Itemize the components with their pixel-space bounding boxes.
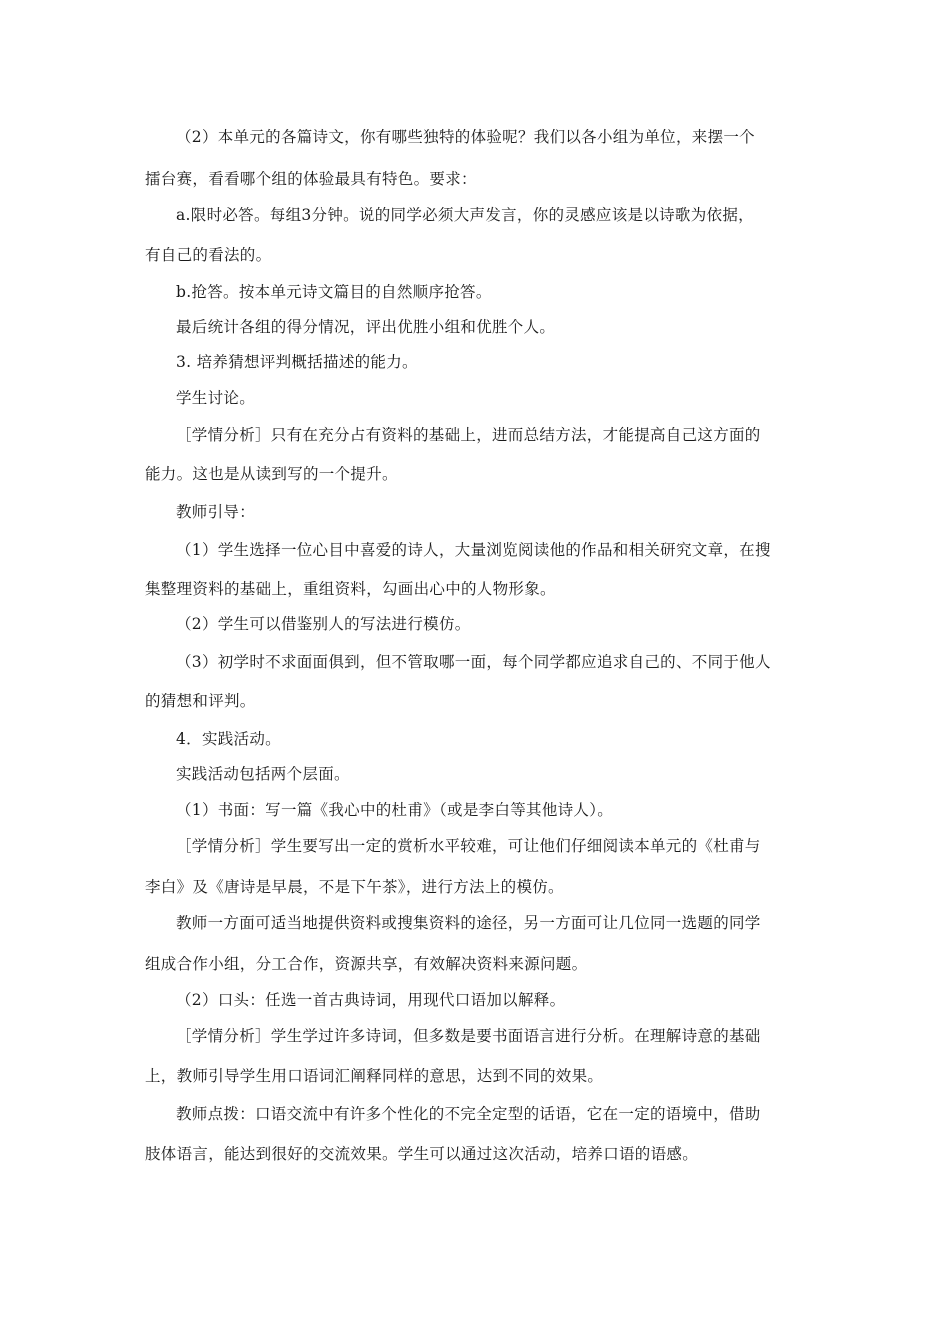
text-line: （3）初学时不求面面俱到，但不管取哪一面，每个同学都应追求自己的、不同于他人	[176, 653, 771, 671]
text-line: 有自己的看法的。	[145, 246, 272, 264]
text-line: 教师一方面可适当地提供资料或搜集资料的途径，另一方面可让几位同一选题的同学	[176, 914, 761, 932]
text-line: （2）学生可以借鉴别人的写法进行模仿。	[176, 615, 471, 633]
text-line: 学生讨论。	[176, 389, 256, 407]
text-line: ［学情分析］学生要写出一定的赏析水平较难，可让他们仔细阅读本单元的《杜甫与	[176, 837, 761, 855]
text-line: 实践活动包括两个层面。	[176, 765, 350, 783]
text-line: （1）学生选择一位心目中喜爱的诗人，大量浏览阅读他的作品和相关研究文章，在搜	[176, 541, 771, 559]
text-line: （2）本单元的各篇诗文，你有哪些独特的体验呢？我们以各小组为单位，来摆一个	[176, 128, 755, 146]
text-line: ［学情分析］学生学过许多诗词，但多数是要书面语言进行分析。在理解诗意的基础	[176, 1027, 761, 1045]
text-line: 最后统计各组的得分情况，评出优胜小组和优胜个人。	[176, 318, 556, 336]
text-line: 的猜想和评判。	[145, 692, 256, 710]
text-line: （1）书面：写一篇《我心中的杜甫》（或是李白等其他诗人）。	[176, 801, 614, 819]
text-line: b.抢答。按本单元诗文篇目的自然顺序抢答。	[176, 283, 492, 301]
text-line: 肢体语言，能达到很好的交流效果。学生可以通过这次活动，培养口语的语感。	[145, 1145, 699, 1163]
section-heading: 4．实践活动。	[176, 730, 281, 748]
text-line: 能力。这也是从读到写的一个提升。	[145, 465, 398, 483]
text-line: 组成合作小组，分工合作，资源共享，有效解决资料来源问题。	[145, 955, 588, 973]
text-line: 集整理资料的基础上，重组资料，勾画出心中的人物形象。	[145, 580, 556, 598]
text-line: 教师引导：	[176, 503, 256, 521]
text-line: a.限时必答。每组3分钟。说的同学必须大声发言，你的灵感应该是以诗歌为依据，	[176, 206, 754, 224]
section-heading: 3. 培养猜想评判概括描述的能力。	[176, 353, 418, 371]
text-line: 上，教师引导学生用口语词汇阐释同样的意思，达到不同的效果。	[145, 1067, 604, 1085]
text-line: ［学情分析］只有在充分占有资料的基础上，进而总结方法，才能提高自己这方面的	[176, 426, 761, 444]
text-line: 教师点拨：口语交流中有许多个性化的不完全定型的话语，它在一定的语境中，借助	[176, 1105, 761, 1123]
text-line: （2）口头：任选一首古典诗词，用现代口语加以解释。	[176, 991, 566, 1009]
text-line: 李白》及《唐诗是早晨，不是下午茶》，进行方法上的模仿。	[145, 878, 564, 896]
text-line: 擂台赛，看看哪个组的体验最具有特色。要求：	[145, 170, 477, 188]
